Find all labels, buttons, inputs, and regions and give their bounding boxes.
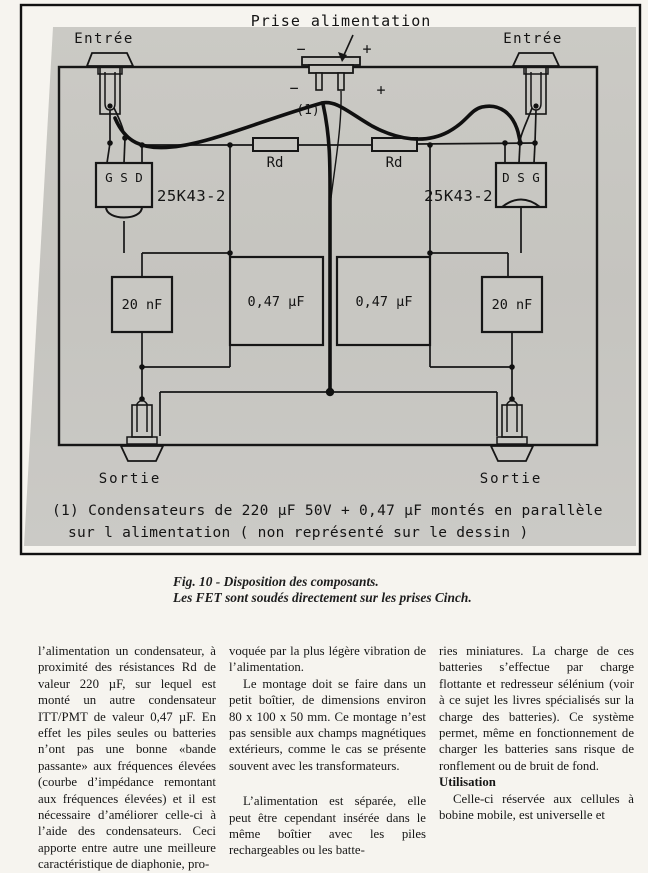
cap-value-047uf-left: 0,47 µF: [247, 294, 305, 310]
input-label-right: Entrée: [503, 31, 563, 47]
section-heading: Utilisation: [439, 775, 496, 790]
article-body: [38, 643, 634, 873]
paragraph: Le montage doit se faire dans un petit boîtier, de dimensions environ 80 x 100 x 50 mm. Ce montage n’est pas sensible aux champs magnétiques extérieurs, comme le cas se présente souvent avec les transformateurs.: [229, 676, 426, 773]
plus-sign-inner: +: [376, 81, 386, 99]
power-connector-label: Prise alimentation: [250, 12, 432, 30]
paragraph: Celle-ci réservée aux cellules à bobine mobile, est universelle et: [439, 791, 634, 823]
plus-sign-top: +: [362, 40, 372, 58]
paragraph: l’alimentation un condensateur, à proximité des résistances Rd de valeur 220 µF, sur lequel est monté un autre condensateur ITT/PMT de valeur 0,47 µF. En effet les piles seules ou batteries n’ont pas une bonne «bande passante» aux fréquences élevées (courbe d’impédance remontant aux fréquences élevées) et il est nécessaire d’améliorer celle-ci à l’aide des condensateurs. Ceci apporte entre autre une meilleure caractéristique de diaphonie, pro-: [38, 644, 216, 872]
footnote-reference: (1): [296, 103, 320, 118]
article-column-2: [229, 643, 426, 873]
cap-value-047uf-right: 0,47 µF: [355, 294, 413, 310]
cap-value-20nf-right: 20 nF: [491, 297, 533, 313]
fet-left-pin-labels: G S D: [105, 170, 143, 185]
paragraph: voquée par la plus légère vibration de l’alimentation.: [229, 644, 426, 675]
figure-caption: [173, 574, 472, 606]
article-column-1: [38, 643, 216, 873]
fet-left-type-label: 25K43-2: [157, 187, 226, 205]
fet-right-type-label: 25K43-2: [424, 187, 493, 205]
figure-footnote-line1: (1) Condensateurs de 220 µF 50V + 0,47 µF montés en parallèle: [52, 503, 603, 519]
output-label-left: Sortie: [98, 471, 162, 487]
cap-value-20nf-left: 20 nF: [121, 297, 163, 313]
minus-sign-top: −: [296, 40, 306, 58]
paragraph: ries miniatures. La charge de ces batteries s’effectue par charge flottante et redresseur sélénium (voir à ce sujet les livres spécialisés sur la charge des batteries). Ce système permet, même en fonctionnement de charger les batteries sans risque de ronflement ou de bruit de fond.: [439, 644, 634, 773]
resistor-label-right: Rd: [385, 155, 403, 171]
resistor-rd-left: [253, 138, 298, 151]
caption-line-1: Fig. 10 - Disposition des composants.: [173, 574, 379, 589]
figure-footnote-line2: sur l alimentation ( non représenté sur le dessin ): [68, 525, 529, 541]
caption-line-2: Les FET sont soudés directement sur les prises Cinch.: [173, 590, 472, 606]
output-label-right: Sortie: [479, 471, 543, 487]
fet-right-pin-labels: D S G: [502, 170, 540, 185]
article-column-3: [439, 643, 634, 873]
resistor-label-left: Rd: [266, 155, 284, 171]
minus-sign-inner: −: [289, 79, 299, 97]
paragraph: L’alimentation est séparée, elle peut être cependant insérée dans le même boîtier avec les piles rechargeables ou les batte-: [229, 794, 426, 858]
input-label-left: Entrée: [74, 31, 134, 47]
